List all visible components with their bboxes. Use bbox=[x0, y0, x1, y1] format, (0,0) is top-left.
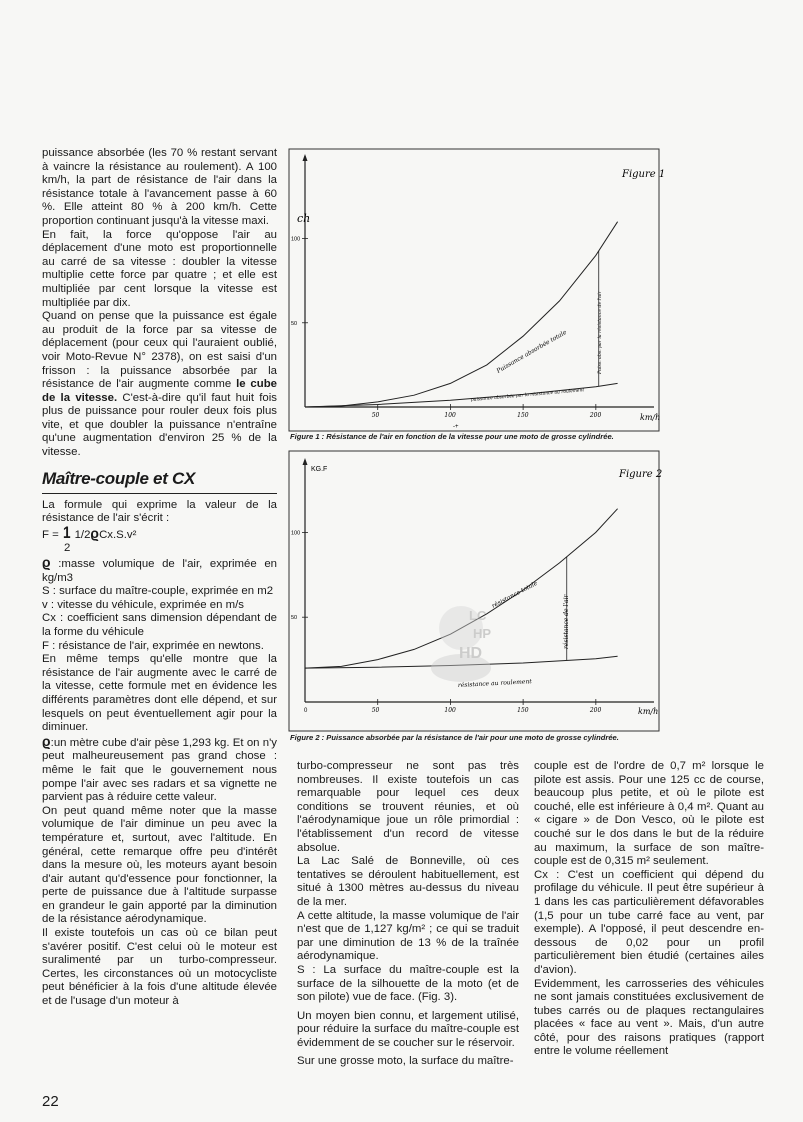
x-tick-label: 100 bbox=[444, 412, 456, 419]
figure-2-chart bbox=[288, 450, 663, 732]
paragraph: S : La surface du maître-couple est la surface de la silhouette de la moto (et de son pilote) vue de face. (Fig. 3). bbox=[297, 963, 519, 1004]
paragraph: En fait, la force qu'oppose l'air au déplacement d'une moto est proportionnelle au carré de sa vitesse : doubler la vitesse multiplie cette force par quatre ; et elle est multipliée par cent lorsque la vitesse est multipliée par dix. bbox=[42, 228, 277, 309]
middle-column bbox=[297, 760, 519, 1069]
figure-frame bbox=[289, 149, 659, 431]
formula-denominator: 2 bbox=[64, 542, 71, 555]
bold-text: le cube de la vitesse. bbox=[42, 378, 278, 404]
paragraph: En même temps qu'elle montre que la résistance de l'air augmente avec le carré de la vitesse, cette formule met en évidence les différents paramètres dont elle dépend, et sur lesquels on peut éventuellement agir pour la diminuer. bbox=[42, 653, 277, 734]
watermark-logo bbox=[425, 598, 497, 680]
x-tick-label: 200 bbox=[589, 707, 602, 714]
x-unit-label: km/h bbox=[640, 413, 661, 422]
figure-caption: Figure 1 : Résistance de l'air en fonction de la vitesse pour une moto de grosse cylindrée. bbox=[290, 432, 614, 441]
series-label-rolling: résistance au roulement bbox=[457, 678, 532, 689]
y-axis-arrow-icon bbox=[303, 154, 308, 161]
rho-symbol: ϱ bbox=[90, 524, 100, 541]
watermark-text: HD bbox=[459, 645, 483, 662]
x-tick-label: 50 bbox=[371, 412, 380, 419]
formula-lhs: F = bbox=[42, 528, 62, 541]
y-unit-label: KG.F bbox=[311, 466, 328, 473]
figure-1 bbox=[288, 148, 666, 441]
series-label-total: Puissance absorbée totale bbox=[495, 328, 568, 375]
watermark-text: LC bbox=[469, 608, 487, 623]
formula-rest: 1/2 bbox=[71, 528, 91, 541]
series-label-air: Puiss. abs. par la résistance de l'air bbox=[598, 291, 603, 374]
x-tick-label: 100 bbox=[444, 707, 456, 714]
rho-symbol: ϱ bbox=[42, 732, 51, 749]
y-axis-arrow-icon bbox=[303, 458, 308, 465]
text-run: Quand on pense que la puissance est égale au produit de la force par sa vitesse de déplacement (pour ceux qui l'auraient oublié, voir Moto-Revue N° 2378), on est saisi d'un frisson : la puissance absorbée par la résistance de l'air augmente comme bbox=[42, 310, 277, 391]
definition: Cx : coefficient sans dimension dépendant de la forme du véhicule bbox=[42, 612, 277, 638]
paragraph bbox=[42, 310, 277, 460]
figure-title: Figure 1 bbox=[622, 169, 666, 180]
figure-caption: Figure 2 : Puissance absorbée par la résistance de l'air pour une moto de grosse cylindrée. bbox=[290, 733, 619, 742]
series-line-total bbox=[305, 222, 618, 407]
x-tick-label: 150 bbox=[517, 707, 529, 714]
paragraph: Evidemment, les carrosseries des véhicules ne sont jamais constituées exclusivement de tubes carrés ou de plaques rectangulaires placées « face au vent ». Mais, d'un autre côté, pour des raisons pratiques (rapport entre le volume réellement bbox=[534, 977, 764, 1058]
paragraph: A cette altitude, la masse volumique de l'air n'est que de 1,127 kg/m² ; ce qui se traduit par une diminution de 13 % de la traînée aérodynamique. bbox=[297, 909, 519, 963]
formula-tail: Cx.S.v² bbox=[99, 528, 137, 541]
paragraph: couple est de l'ordre de 0,7 m² lorsque le pilote est assis. Pour une 125 cc de course, beaucoup plus petite, et où le pilote est couché, elle est inférieure à 0,4 m². Quant au « cigare » de Don Vesco, où le pilote est couché sur le dos dans le but de la réduire au maximum, la surface de son maître-couple est de 0,315 m² seulement. bbox=[534, 760, 764, 868]
x-tick-label: 200 bbox=[589, 412, 602, 419]
x-axis-mark: -+ bbox=[453, 424, 459, 430]
x-unit-label: km/h bbox=[638, 707, 659, 716]
paragraph: La formule qui exprime la valeur de la résistance de l'air s'écrit : bbox=[42, 498, 277, 525]
figure-frame bbox=[289, 451, 659, 731]
rho-symbol: ϱ bbox=[42, 554, 51, 571]
figure-1-chart bbox=[288, 148, 666, 432]
paragraph bbox=[42, 732, 277, 805]
paragraph: Sur une grosse moto, la surface du maître- bbox=[297, 1055, 514, 1068]
definition: F : résistance de l'air, exprimée en newtons. bbox=[42, 639, 264, 652]
left-column bbox=[42, 147, 277, 1009]
text-run: C'est-à-dire qu'il faut huit fois plus de puissance pour rouler deux fois plus vite, et que doubler la puissance n'entraîne qu'une augmentation d'environ 25 % de la vitesse. bbox=[42, 391, 277, 459]
page-number: 22 bbox=[42, 1093, 59, 1110]
formula-numerator: 1 bbox=[62, 522, 71, 542]
paragraph: La Lac Salé de Bonneville, où ces tentatives se déroulent habituellement, est situé à 1300 mètres au-dessus du niveau de la mer. bbox=[297, 855, 519, 908]
y-tick-label: 50 bbox=[291, 320, 298, 327]
paragraph: On peut quand même noter que la masse volumique de l'air diminue un peu avec la température et, surtout, avec l'altitude. En général, cette remarque offre peu d'intérêt dans la mesure où, les moteurs ayant besoin d'air autant qu'd'essence pour fonctionner, la perte de puissance due à l'altitude surpasse en grandeur le gain apporté par la diminution de la résistance aérodynamique. bbox=[42, 804, 277, 926]
y-unit-label: ch bbox=[297, 212, 311, 225]
series-label-total: résistance totale bbox=[490, 579, 539, 610]
y-tick-label: 50 bbox=[291, 615, 298, 622]
x-tick-label: 150 bbox=[517, 412, 529, 419]
x-origin-label: 0 bbox=[304, 708, 308, 714]
definition: v : vitesse du véhicule, exprimée en m/s bbox=[42, 598, 244, 611]
series-line-rolling bbox=[305, 383, 618, 407]
x-tick-label: 50 bbox=[371, 707, 380, 714]
paragraph: Il existe toutefois un cas où ce bilan peut s'avérer positif. C'est celui où le moteur est suralimenté par un turbo-compresseur. Certes, les circonstances où un motocycliste peut bénéficier à la fois d'une altitude élevée et de l'usage d'un moteur à bbox=[42, 927, 277, 1008]
paragraph: Cx : C'est un coefficient qui dépend du profilage du véhicule. Il peut être supérieur à 1 dans les cas particulièrement défavorables (1,5 pour un tube carré face au vent, par exemple). A l'opposé, il peut descendre en-dessous de 0,02 pour un profil particulièrement bien étudié (certaines ailes d'avion). bbox=[534, 868, 764, 976]
definition bbox=[42, 556, 277, 585]
y-tick-label: 100 bbox=[291, 530, 301, 537]
figure-title: Figure 2 bbox=[619, 469, 663, 480]
series-label-air: résistance de l'air bbox=[563, 594, 570, 649]
watermark-text: HP bbox=[473, 626, 492, 641]
text-run: :masse volumique de l'air, exprimée en kg/m3 bbox=[42, 558, 277, 584]
paragraph: turbo-compresseur ne sont pas très nombreuses. Il existe toutefois un cas remarquable pour lequel ces deux conditions se trouvent réunies, et où l'aérodynamique joue un rôle primordial : l'établissement d'un record de vitesse absolue. bbox=[297, 760, 519, 854]
right-column bbox=[534, 760, 764, 1059]
formula bbox=[42, 522, 277, 543]
text-run: :un mètre cube d'air pèse 1,293 kg. Et on n'y peut malheureusement pas grand chose : même le fait que le gouvernement nous pompe l'air avec ses radars et sa vignette ne parvient pas à réduire cette valeur. bbox=[42, 736, 277, 804]
section-heading: Maître-couple et CX bbox=[42, 469, 277, 494]
paragraph: Un moyen bien connu, et largement utilisé, pour réduire la surface du maître-couple est évidemment de se coucher sur le réservoir. bbox=[297, 1009, 519, 1049]
definition: S : surface du maître-couple, exprimée en m2 bbox=[42, 585, 274, 598]
paragraph: puissance absorbée (les 70 % restant servant à vaincre la résistance au roulement). A 100 km/h, la part de résistance de l'air dans la résistance totale à l'avancement passe à 60 %. Elle atteint 80 % à 200 km/h. Cette proportion continuant jusqu'à la vitesse maxi. bbox=[42, 147, 277, 227]
y-tick-label: 100 bbox=[291, 236, 301, 243]
series-label-rolling: puissance absorbée par la résistance au roulement bbox=[470, 388, 585, 403]
